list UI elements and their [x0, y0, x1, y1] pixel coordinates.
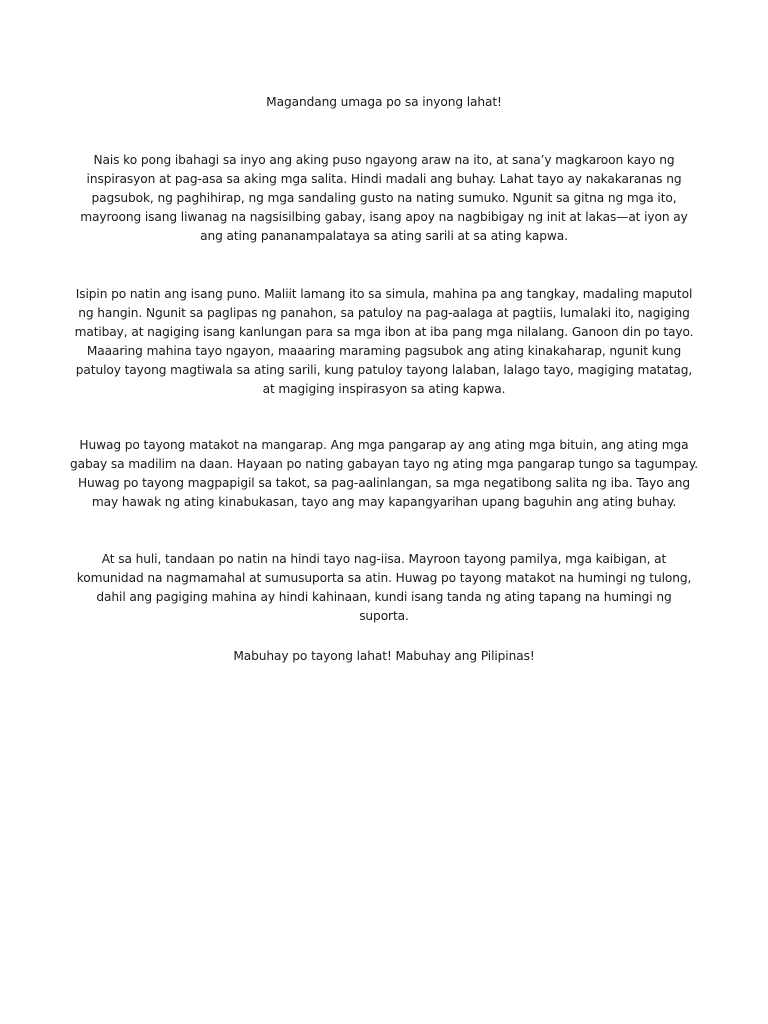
- paragraph-dreams: Huwag po tayong matakot na mangarap. Ang mga pangarap ay ang ating mga bituin, ang ating mga gabay sa madilim na daan. Hayaan po nating gabayan tayo ng ating mga pangarap tungo sa tagumpay. Huwag po tayong magpapigil sa takot, sa pag-aalinlangan, sa mga negatibong salita ng iba. Tayo ang may hawak ng ating kinabukasan, tayo ang may kapangyarihan upang baguhin ang ating buhay.: [70, 438, 698, 509]
- paragraph-not-alone: At sa huli, tandaan po natin na hindi tayo nag-iisa. Mayroon tayong pamilya, mga kaibigan, at komunidad na nagmamahal at sumusuporta sa atin. Huwag po tayong matakot na humingi ng tulong, dahil ang pagiging mahina ay hindi kahinaan, kundi isang tanda ng ating tapang na humingi ng suporta.: [76, 552, 692, 623]
- greeting-line: Magandang umaga po sa inyong lahat!: [266, 95, 502, 109]
- paragraph-tree: Isipin po natin ang isang puno. Maliit lamang ito sa simula, mahina pa ang tangkay, madaling maputol ng hangin. Ngunit sa paglipas ng panahon, sa patuloy na pag-aalaga at pagtiis, lumalaki ito, nagiging matibay, at nagiging isang kanlungan para sa mga ibon at iba pang mga nilalang. Ganoon din po tayo. Maaaring mahina tayo ngayon, maaaring maraming pagsubok ang ating kinakaharap, ngunit kung patuloy tayong magtiwala sa ating sarili, kung patuloy tayong lalaban, lalago tayo, magiging matatag, at magiging inspirasyon sa ating kapwa.: [74, 287, 694, 396]
- paragraph-inspiration: Nais ko pong ibahagi sa inyo ang aking puso ngayong araw na ito, at sana’y magkaroon kayo ng inspirasyon at pag-asa sa aking mga salita. Hindi madali ang buhay. Lahat tayo ay nakakaranas ng pagsubok, ng paghihirap, ng mga sandaling gusto na nating sumuko. Ngunit sa gitna ng mga ito, mayroong isang liwanag na nagsisilbing gabay, isang apoy na nagbibigay ng init at lakas—at iyon ay ang ating pananampalataya sa ating sarili at sa ating kapwa.: [80, 153, 688, 243]
- closing-line: Mabuhay po tayong lahat! Mabuhay ang Pilipinas!: [233, 649, 535, 663]
